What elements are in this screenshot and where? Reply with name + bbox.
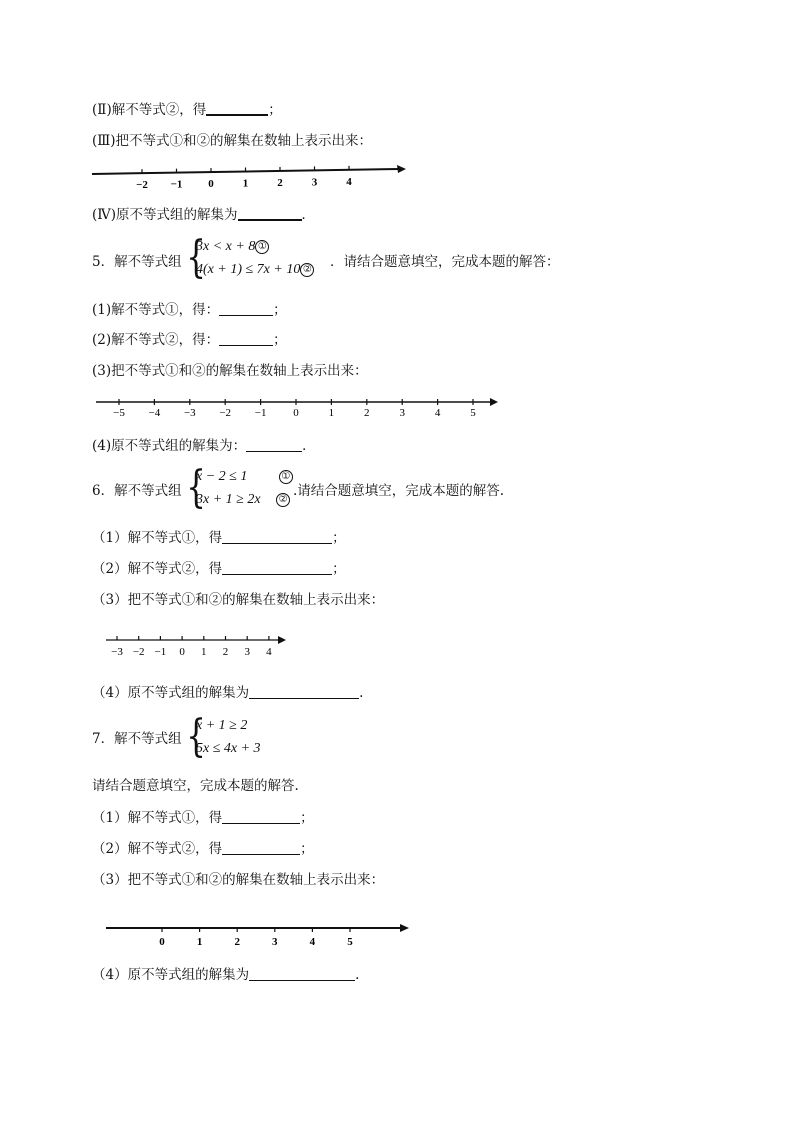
q5-axis-label: 3 — [399, 407, 405, 419]
q6-axis-label: −3 — [111, 646, 123, 658]
q4-axis-label: 0 — [208, 178, 214, 191]
q6-part1: （1）解不等式①，得 ； — [92, 530, 346, 546]
q6-axis-label: 2 — [222, 646, 229, 658]
q7-prefix: 7．解不等式组 — [92, 731, 182, 747]
q7-axis-label: 4 — [309, 936, 316, 948]
q5-axis-label: −5 — [113, 407, 125, 419]
q6-eq2: 3x + 1 ≥ 2x ② — [196, 489, 290, 511]
q6-axis-label: −2 — [132, 646, 145, 658]
q5-part1: (1)解不等式①，得： ； — [92, 302, 287, 318]
q6-axis-label: 0 — [179, 646, 185, 658]
q6-axis-label: 4 — [266, 646, 272, 658]
q5-part2: (2)解不等式②，得： ； — [92, 332, 287, 348]
q5-axis-label: −4 — [148, 407, 161, 419]
q5-part4-answer-blank[interactable] — [246, 438, 302, 452]
q7-part4: （4）原不等式组的解集为 . — [92, 967, 360, 983]
q6-axis-label: 1 — [201, 646, 207, 658]
q5-axis-label: −3 — [183, 407, 196, 419]
q5-axis-label: −1 — [254, 407, 267, 419]
q5-suffix: ．请结合题意填空，完成本题的解答： — [330, 254, 560, 270]
q5-axis-label: 1 — [328, 407, 335, 419]
q4-part2: (Ⅱ)解不等式②，得 ； — [92, 102, 282, 118]
q5-part2-answer-blank[interactable] — [219, 332, 273, 346]
q4-part4-answer-blank[interactable] — [238, 206, 302, 221]
q5-brace: { — [186, 232, 206, 283]
q6-part2-answer-blank[interactable] — [222, 561, 332, 575]
q5-axis-label: 2 — [364, 407, 370, 419]
q6-number-line — [106, 636, 286, 644]
q7-axis-label: 3 — [272, 936, 278, 948]
q7-axis-label: 0 — [159, 936, 165, 948]
q4-axis-label: 2 — [277, 176, 283, 189]
q7-axis-label: 1 — [196, 936, 203, 948]
q6-axis-label: −1 — [154, 646, 167, 658]
q7-axis-label: 2 — [234, 936, 240, 948]
q5-axis-label: 0 — [293, 407, 299, 419]
q6-suffix: .请结合题意填空，完成本题的解答. — [293, 483, 505, 499]
q7-part4-answer-blank[interactable] — [249, 967, 355, 981]
q4-axis-label: −1 — [170, 178, 183, 191]
q7-part1-answer-blank[interactable] — [222, 810, 300, 824]
q7-axis-label: 5 — [347, 936, 353, 948]
q5-part3: (3)把不等式①和②的解集在数轴上表示出来： — [92, 363, 368, 379]
q7-part2-answer-blank[interactable] — [222, 841, 300, 855]
q5-eq1: 3x < x + 8 ① — [196, 236, 269, 258]
q7-part3: （3）把不等式①和②的解集在数轴上表示出来： — [92, 872, 385, 888]
q5-part4: (4)原不等式组的解集为： ． — [92, 438, 316, 454]
q7-eq2: 5x ≤ 4x + 3 — [196, 741, 261, 756]
q6-part1-answer-blank[interactable] — [222, 530, 332, 544]
q6-part4-answer-blank[interactable] — [249, 685, 359, 699]
q7-number-line — [106, 924, 409, 932]
q5-axis-label: −2 — [219, 407, 232, 419]
q5-axis-label: 5 — [470, 407, 476, 419]
q6-prefix: 6．解不等式组 — [92, 483, 182, 499]
q7-intro: 请结合题意填空，完成本题的解答. — [92, 778, 299, 794]
q4-part3: (Ⅲ)把不等式①和②的解集在数轴上表示出来： — [92, 133, 373, 149]
q4-number-line — [92, 165, 406, 174]
q4-axis-label: −2 — [136, 179, 148, 192]
q7-eq1: x + 1 ≥ 2 — [196, 718, 248, 733]
q5-part1-answer-blank[interactable] — [219, 302, 273, 316]
q6-axis-label: 3 — [244, 646, 250, 658]
q5-eq2: 4(x + 1) ≤ 7x + 10 ② — [196, 259, 314, 281]
q5-axis-label: 4 — [434, 407, 441, 419]
q6-part4: （4）原不等式组的解集为 . — [92, 685, 364, 701]
q4-part4: (Ⅳ)原不等式组的解集为 ． — [92, 207, 316, 223]
q4-axis-label: 4 — [346, 175, 352, 188]
q6-eq1: x − 2 ≤ 1 ① — [196, 466, 293, 488]
q4-axis-label: 3 — [311, 176, 318, 189]
q7-part1: （1）解不等式①，得 ； — [92, 810, 314, 826]
q7-part2: （2）解不等式②，得 ； — [92, 841, 314, 857]
q6-part3: （3）把不等式①和②的解集在数轴上表示出来： — [92, 592, 385, 608]
q7-brace: { — [186, 711, 206, 762]
q6-brace: { — [186, 462, 206, 513]
q6-part2: （2）解不等式②，得 ； — [92, 561, 346, 577]
q5-prefix: 5．解不等式组 — [92, 254, 182, 270]
q4-axis-label: 1 — [242, 177, 249, 190]
